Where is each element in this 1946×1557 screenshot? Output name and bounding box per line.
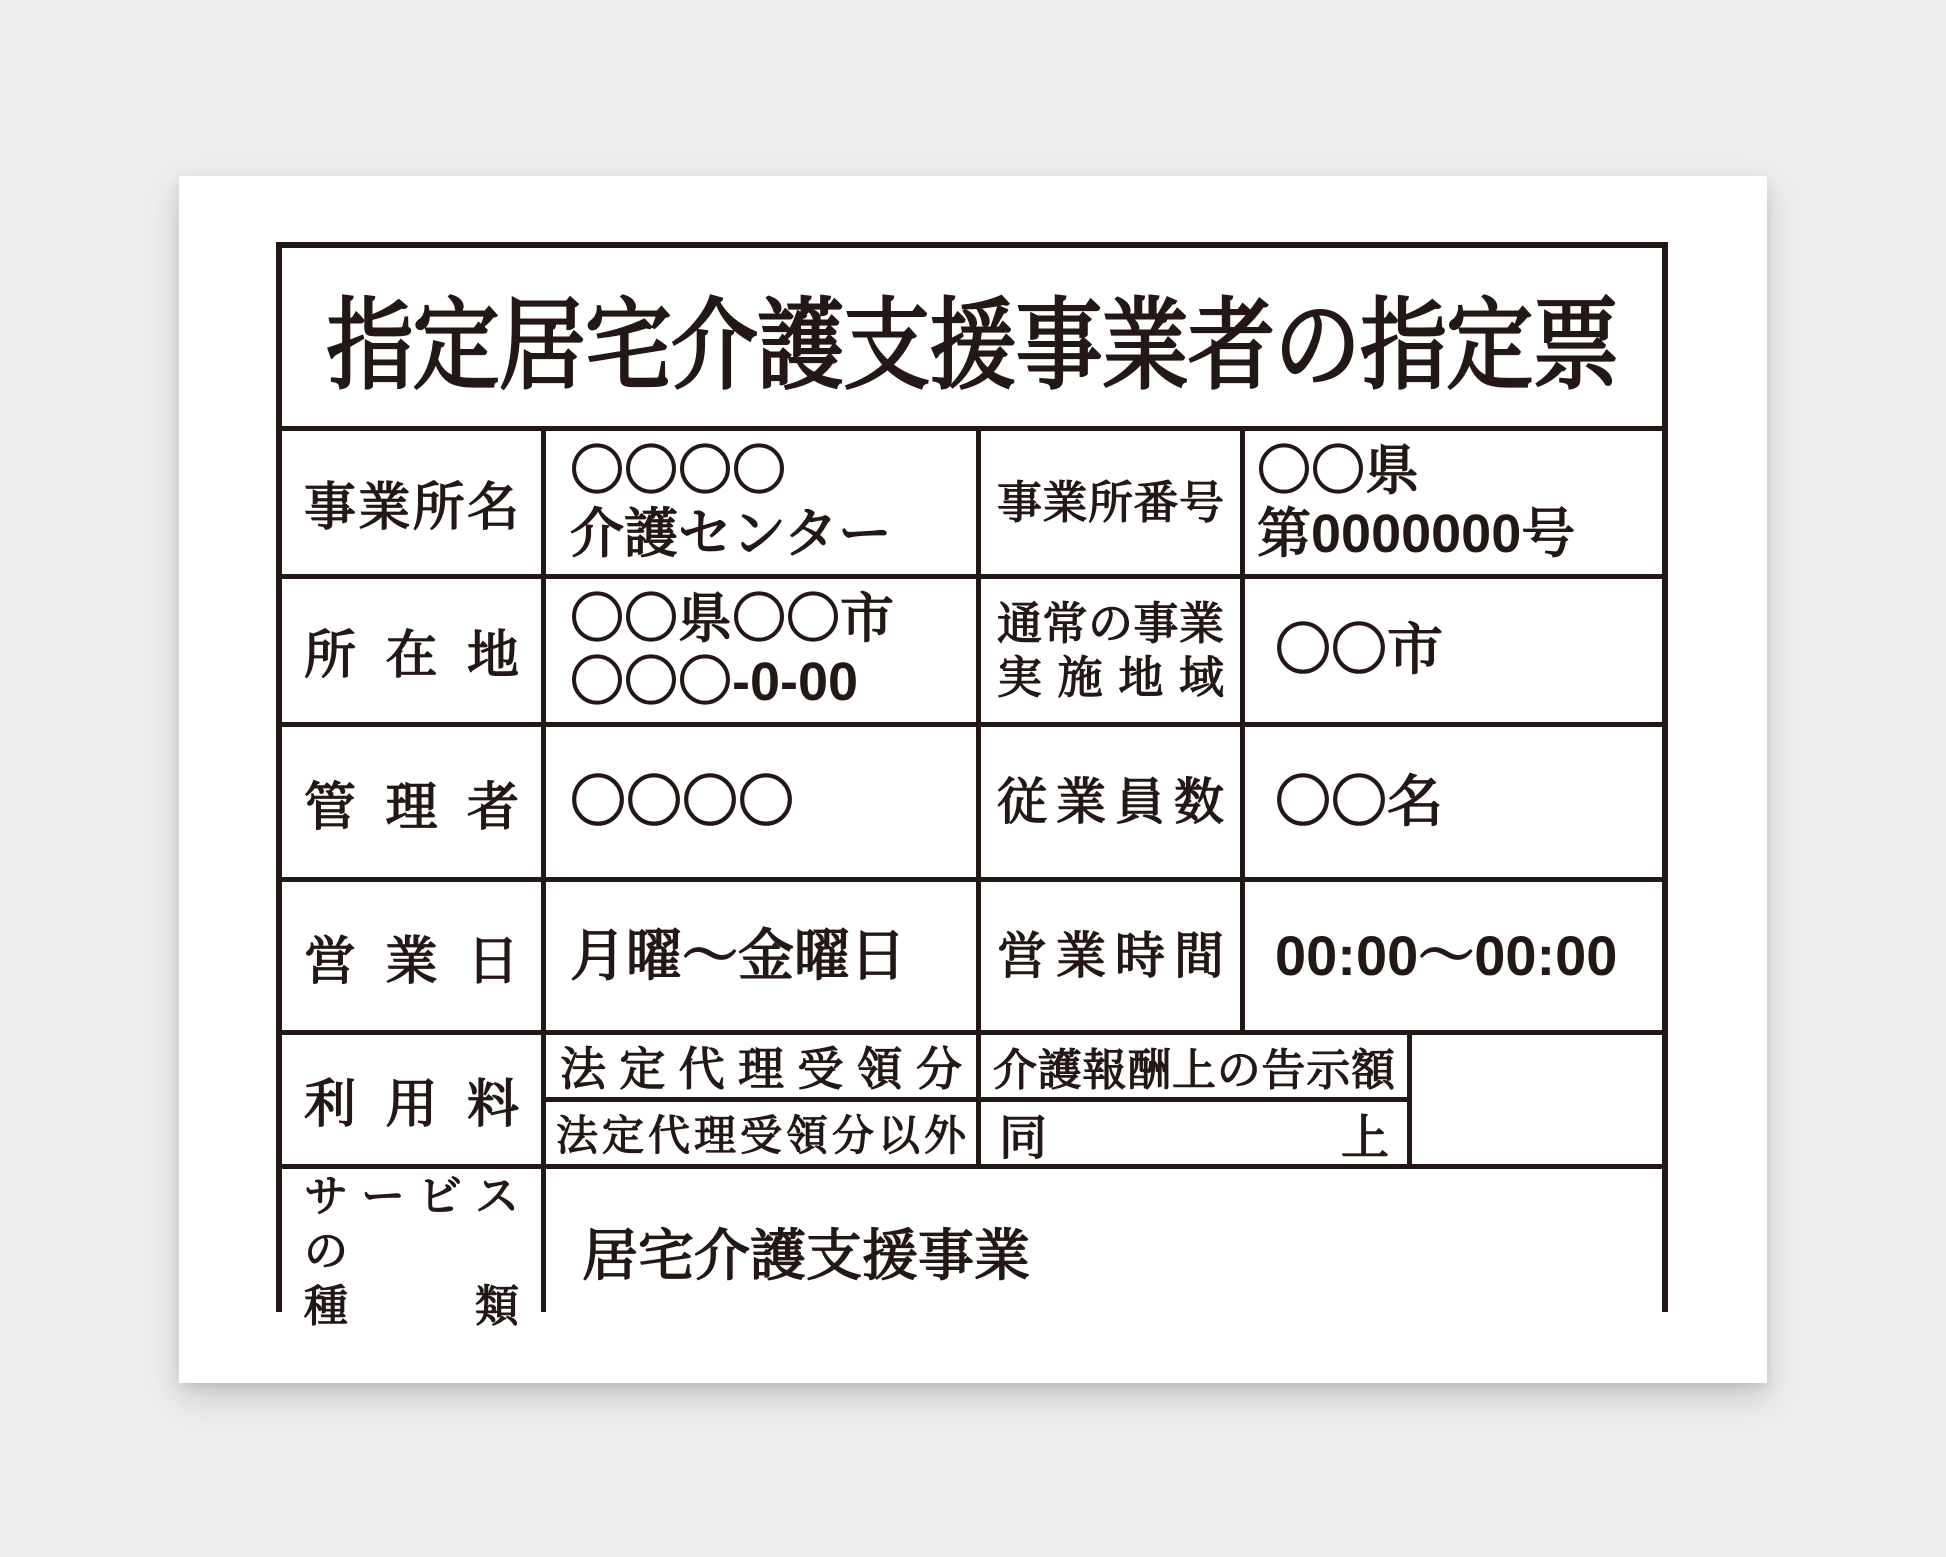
ditto-right-char: 上 [1340,1111,1389,1164]
value-service-type: 居宅介護支援事業 [546,1169,1662,1334]
manager-row [282,727,1662,877]
ditto-left-char: 同 [999,1111,1048,1164]
designation-sign-table [276,242,1668,1331]
value-business-days: 月曜〜金曜日 [546,882,976,1030]
label-business-hours: 営業時間 [981,882,1240,1030]
value-business-hours: 00:00〜00:00 [1245,882,1662,1030]
label-legal-proxy-receipt-other: 法定代理受領分以外 [546,1102,976,1164]
usage-fee-empty-cell [1412,1035,1662,1164]
label-service-type: サービスの 種類 [282,1169,541,1334]
sign-title-cell [282,248,1662,426]
sign-board [179,176,1767,1383]
sign-title: 指定居宅介護支援事業者の指定票 [326,290,1618,402]
label-address: 所在地 [282,579,541,722]
value-staff-count: 〇〇名 [1245,727,1662,877]
usage-fee-row [282,1035,1662,1164]
title-row [282,248,1662,426]
value-ditto [981,1102,1407,1164]
value-service-area: 〇〇市 [1245,579,1662,722]
value-office-number: 〇〇県 第0000000号 [1245,431,1662,574]
value-address: 〇〇県〇〇市 〇〇〇-0-00 [546,579,976,722]
label-usage-fee: 利用料 [282,1035,541,1164]
service-type-row [282,1169,1662,1334]
label-office-name: 事業所名 [282,431,541,574]
label-manager: 管理者 [282,727,541,877]
label-legal-proxy-receipt: 法定代理受領分 [546,1035,976,1097]
value-office-name: 〇〇〇〇 介護センター [546,431,976,574]
value-manager: 〇〇〇〇 [546,727,976,877]
label-business-days: 営業日 [282,882,541,1030]
label-office-number: 事業所番号 [981,431,1240,574]
label-service-area: 通常の事業 実施地域 [981,579,1240,722]
business-days-row [282,882,1662,1030]
label-staff-count: 従業員数 [981,727,1240,877]
address-row [282,579,1662,722]
value-notice-amount: 介護報酬上の告示額 [981,1035,1407,1097]
office-name-row [282,431,1662,574]
